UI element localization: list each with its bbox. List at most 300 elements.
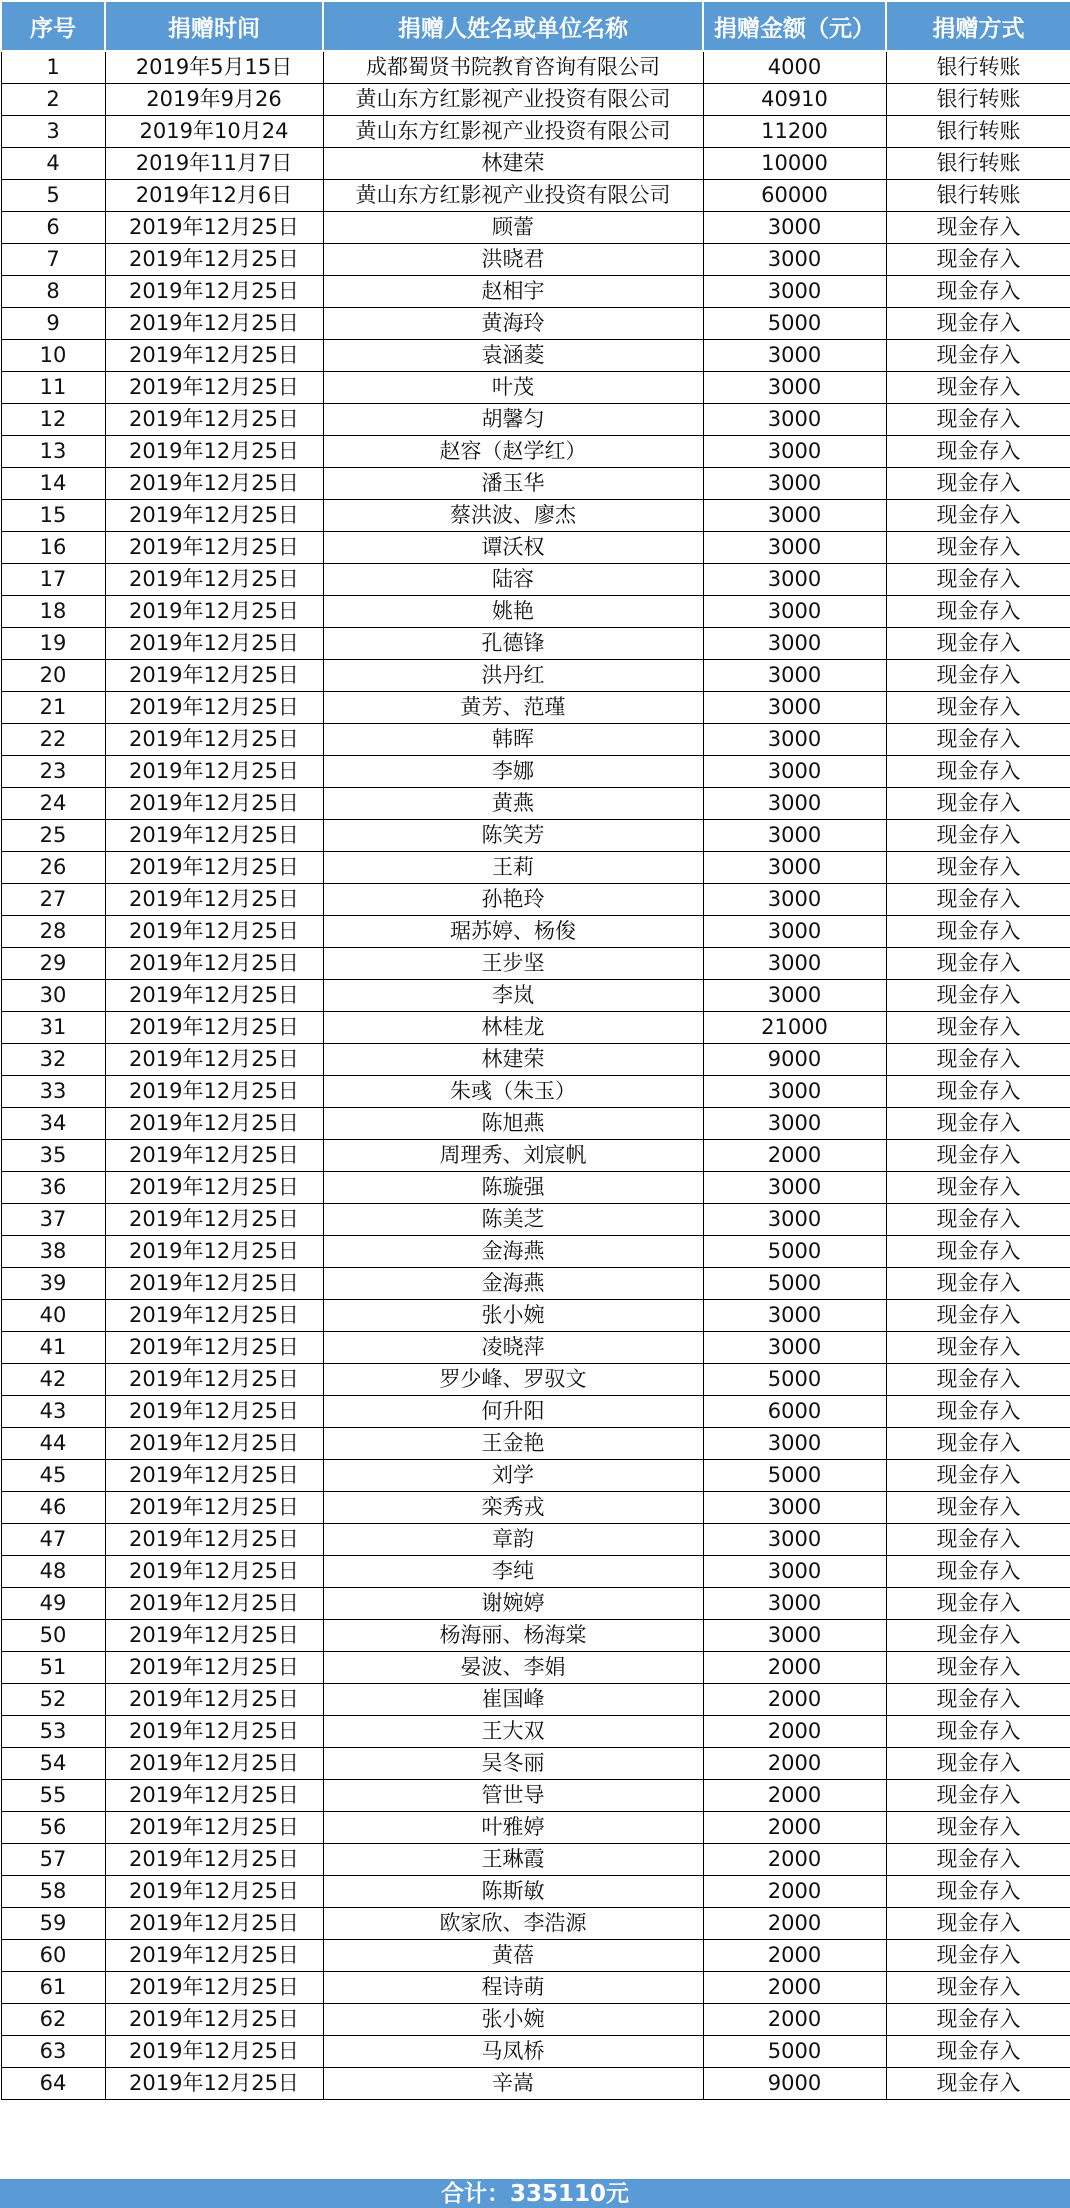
donation-date-cell: 2019年12月25日: [105, 1140, 323, 1172]
table-row: [1, 596, 1070, 628]
table-row: [1, 724, 1070, 756]
serial-number-cell: 3: [1, 116, 105, 148]
serial-number-cell: 18: [1, 596, 105, 628]
donation-method-cell: 现金存入: [886, 1172, 1070, 1204]
donation-method-cell: 现金存入: [886, 788, 1070, 820]
table-row: [1, 2068, 1070, 2100]
donation-method-cell: 现金存入: [886, 1108, 1070, 1140]
donation-amount-cell: 3000: [703, 1300, 886, 1332]
serial-number-cell: 24: [1, 788, 105, 820]
donation-method-cell: 现金存入: [886, 1812, 1070, 1844]
serial-number-cell: 49: [1, 1588, 105, 1620]
donation-date-cell: 2019年12月25日: [105, 1012, 323, 1044]
table-row: [1, 212, 1070, 244]
donation-amount-cell: 3000: [703, 1076, 886, 1108]
donation-date-cell: 2019年12月25日: [105, 1652, 323, 1684]
donation-amount-cell: 3000: [703, 1108, 886, 1140]
serial-number-cell: 19: [1, 628, 105, 660]
table-row: [1, 84, 1070, 116]
total-bar: 合计：335110元: [0, 2177, 1070, 2208]
donation-amount-cell: 5000: [703, 308, 886, 340]
donation-amount-cell: 3000: [703, 244, 886, 276]
donation-date-cell: 2019年12月25日: [105, 2036, 323, 2068]
donation-method-cell: 现金存入: [886, 628, 1070, 660]
donor-name-cell: 黄海玲: [323, 308, 703, 340]
donor-name-cell: 刘学: [323, 1460, 703, 1492]
serial-number-cell: 58: [1, 1876, 105, 1908]
table-row: [1, 2004, 1070, 2036]
donor-name-cell: 胡馨匀: [323, 404, 703, 436]
table-row: [1, 916, 1070, 948]
donation-date-cell: 2019年10月24: [105, 116, 323, 148]
donor-name-cell: 琚苏婷、杨俊: [323, 916, 703, 948]
donor-name-cell: 王琳霞: [323, 1844, 703, 1876]
donation-amount-cell: 9000: [703, 1044, 886, 1076]
donation-amount-cell: 3000: [703, 372, 886, 404]
donation-method-cell: 现金存入: [886, 1428, 1070, 1460]
donor-name-cell: 晏波、李娟: [323, 1652, 703, 1684]
donation-amount-cell: 3000: [703, 1204, 886, 1236]
donation-amount-cell: 2000: [703, 1716, 886, 1748]
donation-method-cell: 现金存入: [886, 756, 1070, 788]
donation-date-cell: 2019年12月25日: [105, 1748, 323, 1780]
donation-method-cell: 现金存入: [886, 820, 1070, 852]
donation-date-cell: 2019年12月25日: [105, 1172, 323, 1204]
serial-number-cell: 2: [1, 84, 105, 116]
serial-number-cell: 39: [1, 1268, 105, 1300]
serial-number-cell: 43: [1, 1396, 105, 1428]
serial-number-cell: 50: [1, 1620, 105, 1652]
serial-number-cell: 46: [1, 1492, 105, 1524]
table-row: [1, 436, 1070, 468]
donor-name-cell: 辛嵩: [323, 2068, 703, 2100]
serial-number-cell: 52: [1, 1684, 105, 1716]
donor-name-cell: 叶茂: [323, 372, 703, 404]
donation-method-cell: 现金存入: [886, 1940, 1070, 1972]
donation-amount-cell: 40910: [703, 84, 886, 116]
donation-date-cell: 2019年12月25日: [105, 1108, 323, 1140]
donor-name-cell: 欧家欣、李浩源: [323, 1908, 703, 1940]
donation-amount-cell: 5000: [703, 1364, 886, 1396]
serial-number-cell: 30: [1, 980, 105, 1012]
donor-name-cell: 黄山东方红影视产业投资有限公司: [323, 116, 703, 148]
serial-number-cell: 4: [1, 148, 105, 180]
table-row: [1, 1556, 1070, 1588]
donation-date-cell: 2019年12月25日: [105, 1876, 323, 1908]
serial-number-cell: 32: [1, 1044, 105, 1076]
serial-number-cell: 1: [1, 51, 105, 84]
donation-amount-cell: 3000: [703, 788, 886, 820]
donation-method-cell: 现金存入: [886, 1620, 1070, 1652]
serial-number-cell: 6: [1, 212, 105, 244]
donation-amount-cell: 3000: [703, 724, 886, 756]
donor-name-cell: 杨海丽、杨海棠: [323, 1620, 703, 1652]
donor-name-cell: 李纯: [323, 1556, 703, 1588]
donation-method-cell: 现金存入: [886, 1396, 1070, 1428]
table-row: [1, 276, 1070, 308]
serial-number-cell: 23: [1, 756, 105, 788]
serial-number-cell: 10: [1, 340, 105, 372]
donation-amount-cell: 3000: [703, 1556, 886, 1588]
donation-amount-cell: 5000: [703, 1460, 886, 1492]
table-row: [1, 980, 1070, 1012]
donation-date-cell: 2019年12月25日: [105, 820, 323, 852]
donation-amount-cell: 3000: [703, 436, 886, 468]
donation-amount-cell: 2000: [703, 1780, 886, 1812]
donation-amount-cell: 5000: [703, 1268, 886, 1300]
donation-method-cell: 现金存入: [886, 1524, 1070, 1556]
donation-method-cell: 现金存入: [886, 436, 1070, 468]
donation-method-cell: 现金存入: [886, 948, 1070, 980]
donation-date-cell: 2019年12月25日: [105, 1332, 323, 1364]
donation-amount-cell: 9000: [703, 2068, 886, 2100]
donation-method-cell: 现金存入: [886, 1876, 1070, 1908]
donor-name-cell: 马凤桥: [323, 2036, 703, 2068]
donation-amount-cell: 3000: [703, 276, 886, 308]
donor-name-cell: 谢婉婷: [323, 1588, 703, 1620]
donor-name-cell: 周理秀、刘宸帆: [323, 1140, 703, 1172]
serial-number-cell: 55: [1, 1780, 105, 1812]
donation-amount-cell: 2000: [703, 1652, 886, 1684]
table-row: [1, 404, 1070, 436]
donation-date-cell: 2019年12月25日: [105, 1716, 323, 1748]
donation-amount-cell: 6000: [703, 1396, 886, 1428]
donation-method-cell: 现金存入: [886, 1012, 1070, 1044]
donation-date-cell: 2019年12月25日: [105, 692, 323, 724]
serial-number-cell: 9: [1, 308, 105, 340]
donation-amount-cell: 3000: [703, 852, 886, 884]
donation-method-cell: 现金存入: [886, 1844, 1070, 1876]
header-row: [1, 1, 1070, 51]
table-row: [1, 1620, 1070, 1652]
donation-date-cell: 2019年12月25日: [105, 372, 323, 404]
donation-method-cell: 现金存入: [886, 1204, 1070, 1236]
donation-date-cell: 2019年12月25日: [105, 1972, 323, 2004]
serial-number-cell: 29: [1, 948, 105, 980]
donor-name-cell: 黄燕: [323, 788, 703, 820]
donation-date-cell: 2019年12月25日: [105, 1684, 323, 1716]
serial-number-cell: 60: [1, 1940, 105, 1972]
donation-amount-cell: 5000: [703, 1236, 886, 1268]
donation-method-cell: 现金存入: [886, 276, 1070, 308]
donation-amount-cell: 2000: [703, 1684, 886, 1716]
donation-method-cell: 现金存入: [886, 2068, 1070, 2100]
donation-date-cell: 2019年12月25日: [105, 436, 323, 468]
donation-method-cell: 现金存入: [886, 1140, 1070, 1172]
donor-name-cell: 陈斯敏: [323, 1876, 703, 1908]
donor-name-cell: 林桂龙: [323, 1012, 703, 1044]
donor-name-cell: 金海燕: [323, 1268, 703, 1300]
table-row: [1, 1876, 1070, 1908]
donation-date-cell: 2019年12月25日: [105, 852, 323, 884]
serial-number-cell: 40: [1, 1300, 105, 1332]
donation-date-cell: 2019年12月25日: [105, 308, 323, 340]
donation-method-cell: 现金存入: [886, 1780, 1070, 1812]
donor-name-cell: 蔡洪波、廖杰: [323, 500, 703, 532]
table-row: [1, 1044, 1070, 1076]
donation-amount-cell: 21000: [703, 1012, 886, 1044]
donor-name-cell: 谭沃权: [323, 532, 703, 564]
donation-date-cell: 2019年12月25日: [105, 1300, 323, 1332]
donor-name-cell: 程诗萌: [323, 1972, 703, 2004]
donor-name-cell: 李岚: [323, 980, 703, 1012]
donation-amount-cell: 2000: [703, 1908, 886, 1940]
serial-number-cell: 63: [1, 2036, 105, 2068]
donation-method-cell: 现金存入: [886, 2004, 1070, 2036]
donation-amount-cell: 2000: [703, 2004, 886, 2036]
donation-date-cell: 2019年12月25日: [105, 1236, 323, 1268]
donation-method-cell: 现金存入: [886, 724, 1070, 756]
serial-number-cell: 37: [1, 1204, 105, 1236]
donation-amount-cell: 3000: [703, 1492, 886, 1524]
serial-number-cell: 25: [1, 820, 105, 852]
donation-method-cell: 现金存入: [886, 980, 1070, 1012]
serial-number-cell: 53: [1, 1716, 105, 1748]
header-donor-name: 捐赠人姓名或单位名称: [323, 1, 703, 51]
donation-method-cell: 现金存入: [886, 404, 1070, 436]
donation-amount-cell: 3000: [703, 884, 886, 916]
donation-method-cell: 现金存入: [886, 1300, 1070, 1332]
donation-method-cell: 银行转账: [886, 84, 1070, 116]
serial-number-cell: 14: [1, 468, 105, 500]
donation-date-cell: 2019年11月7日: [105, 148, 323, 180]
serial-number-cell: 17: [1, 564, 105, 596]
table-row: [1, 340, 1070, 372]
donation-date-cell: 2019年12月25日: [105, 948, 323, 980]
donation-date-cell: 2019年12月25日: [105, 1844, 323, 1876]
serial-number-cell: 64: [1, 2068, 105, 2100]
donation-amount-cell: 2000: [703, 1940, 886, 1972]
donation-amount-cell: 3000: [703, 404, 886, 436]
donation-amount-cell: 2000: [703, 1140, 886, 1172]
donation-method-cell: 现金存入: [886, 916, 1070, 948]
donor-name-cell: 崔国峰: [323, 1684, 703, 1716]
donation-date-cell: 2019年12月25日: [105, 1396, 323, 1428]
donation-amount-cell: 2000: [703, 1812, 886, 1844]
donation-date-cell: 2019年12月6日: [105, 180, 323, 212]
donation-amount-cell: 3000: [703, 1524, 886, 1556]
donation-date-cell: 2019年12月25日: [105, 532, 323, 564]
donation-method-cell: 现金存入: [886, 1748, 1070, 1780]
donation-method-cell: 现金存入: [886, 1652, 1070, 1684]
donation-date-cell: 2019年12月25日: [105, 276, 323, 308]
header-serial-number: 序号: [1, 1, 105, 51]
table-row: [1, 1844, 1070, 1876]
table-row: [1, 1684, 1070, 1716]
donation-method-cell: 银行转账: [886, 180, 1070, 212]
donation-date-cell: 2019年12月25日: [105, 1620, 323, 1652]
serial-number-cell: 45: [1, 1460, 105, 1492]
donation-method-cell: 现金存入: [886, 1268, 1070, 1300]
table-row: [1, 1076, 1070, 1108]
donation-date-cell: 2019年12月25日: [105, 468, 323, 500]
donation-amount-cell: 3000: [703, 500, 886, 532]
table-row: [1, 1268, 1070, 1300]
serial-number-cell: 57: [1, 1844, 105, 1876]
donation-date-cell: 2019年12月25日: [105, 1460, 323, 1492]
donor-name-cell: 栾秀戎: [323, 1492, 703, 1524]
table-row: [1, 51, 1070, 84]
serial-number-cell: 26: [1, 852, 105, 884]
donation-method-cell: 现金存入: [886, 1492, 1070, 1524]
serial-number-cell: 38: [1, 1236, 105, 1268]
serial-number-cell: 48: [1, 1556, 105, 1588]
donor-name-cell: 陈笑芳: [323, 820, 703, 852]
donation-method-cell: 现金存入: [886, 884, 1070, 916]
donation-method-cell: 现金存入: [886, 1332, 1070, 1364]
donation-amount-cell: 3000: [703, 596, 886, 628]
table-row: [1, 1940, 1070, 1972]
donation-date-cell: 2019年5月15日: [105, 51, 323, 84]
donor-name-cell: 孔德锋: [323, 628, 703, 660]
donor-name-cell: 洪丹红: [323, 660, 703, 692]
serial-number-cell: 56: [1, 1812, 105, 1844]
table-row: [1, 244, 1070, 276]
donation-date-cell: 2019年12月25日: [105, 2068, 323, 2100]
serial-number-cell: 31: [1, 1012, 105, 1044]
serial-number-cell: 59: [1, 1908, 105, 1940]
donation-date-cell: 2019年12月25日: [105, 564, 323, 596]
donation-amount-cell: 2000: [703, 1972, 886, 2004]
table-row: [1, 468, 1070, 500]
donation-amount-cell: 3000: [703, 1620, 886, 1652]
donation-date-cell: 2019年12月25日: [105, 628, 323, 660]
donation-amount-cell: 5000: [703, 2036, 886, 2068]
donation-method-cell: 现金存入: [886, 692, 1070, 724]
donation-method-cell: 现金存入: [886, 500, 1070, 532]
donor-name-cell: 凌晓萍: [323, 1332, 703, 1364]
donation-amount-cell: 3000: [703, 692, 886, 724]
donation-amount-cell: 3000: [703, 564, 886, 596]
table-row: [1, 884, 1070, 916]
table-row: [1, 1364, 1070, 1396]
serial-number-cell: 15: [1, 500, 105, 532]
donor-name-cell: 张小婉: [323, 2004, 703, 2036]
donation-method-cell: 现金存入: [886, 372, 1070, 404]
table-row: [1, 628, 1070, 660]
donor-name-cell: 陈美芝: [323, 1204, 703, 1236]
donor-name-cell: 朱彧（朱玉）: [323, 1076, 703, 1108]
donation-date-cell: 2019年9月26: [105, 84, 323, 116]
donation-amount-cell: 3000: [703, 1428, 886, 1460]
serial-number-cell: 62: [1, 2004, 105, 2036]
donor-name-cell: 顾蕾: [323, 212, 703, 244]
donation-date-cell: 2019年12月25日: [105, 1204, 323, 1236]
table-row: [1, 1428, 1070, 1460]
table-row: [1, 1236, 1070, 1268]
donor-name-cell: 黄蓓: [323, 1940, 703, 1972]
donation-amount-cell: 2000: [703, 1748, 886, 1780]
donor-name-cell: 陈璇强: [323, 1172, 703, 1204]
serial-number-cell: 44: [1, 1428, 105, 1460]
header-donation-method: 捐赠方式: [886, 1, 1070, 51]
donation-method-cell: 现金存入: [886, 1716, 1070, 1748]
donation-date-cell: 2019年12月25日: [105, 660, 323, 692]
table-row: [1, 948, 1070, 980]
donor-name-cell: 成都蜀贤书院教育咨询有限公司: [323, 51, 703, 84]
donation-method-cell: 银行转账: [886, 148, 1070, 180]
donation-date-cell: 2019年12月25日: [105, 788, 323, 820]
donor-name-cell: 韩晖: [323, 724, 703, 756]
table-row: [1, 1748, 1070, 1780]
donation-amount-cell: 2000: [703, 1876, 886, 1908]
serial-number-cell: 33: [1, 1076, 105, 1108]
donor-name-cell: 赵相宇: [323, 276, 703, 308]
donation-method-cell: 银行转账: [886, 51, 1070, 84]
donation-date-cell: 2019年12月25日: [105, 500, 323, 532]
donation-date-cell: 2019年12月25日: [105, 980, 323, 1012]
donor-name-cell: 管世导: [323, 1780, 703, 1812]
serial-number-cell: 41: [1, 1332, 105, 1364]
serial-number-cell: 54: [1, 1748, 105, 1780]
donation-amount-cell: 3000: [703, 756, 886, 788]
donation-method-cell: 现金存入: [886, 852, 1070, 884]
donation-amount-cell: 3000: [703, 340, 886, 372]
table-row: [1, 308, 1070, 340]
donation-method-cell: 现金存入: [886, 1556, 1070, 1588]
table-row: [1, 1012, 1070, 1044]
donation-date-cell: 2019年12月25日: [105, 1268, 323, 1300]
donation-method-cell: 现金存入: [886, 1364, 1070, 1396]
table-row: [1, 692, 1070, 724]
donation-method-cell: 现金存入: [886, 1460, 1070, 1492]
donation-date-cell: 2019年12月25日: [105, 1908, 323, 1940]
table-row: [1, 820, 1070, 852]
table-row: [1, 2036, 1070, 2068]
donor-name-cell: 金海燕: [323, 1236, 703, 1268]
donation-method-cell: 现金存入: [886, 1076, 1070, 1108]
donor-name-cell: 孙艳玲: [323, 884, 703, 916]
donor-name-cell: 何升阳: [323, 1396, 703, 1428]
donor-name-cell: 黄山东方红影视产业投资有限公司: [323, 84, 703, 116]
serial-number-cell: 8: [1, 276, 105, 308]
table-row: [1, 1908, 1070, 1940]
donation-method-cell: 现金存入: [886, 660, 1070, 692]
donation-amount-cell: 3000: [703, 660, 886, 692]
donor-name-cell: 林建荣: [323, 1044, 703, 1076]
donation-method-cell: 现金存入: [886, 1588, 1070, 1620]
donor-name-cell: 王大双: [323, 1716, 703, 1748]
serial-number-cell: 11: [1, 372, 105, 404]
donation-method-cell: 现金存入: [886, 1684, 1070, 1716]
serial-number-cell: 20: [1, 660, 105, 692]
donation-date-cell: 2019年12月25日: [105, 1588, 323, 1620]
header-donation-date: 捐赠时间: [105, 1, 323, 51]
serial-number-cell: 12: [1, 404, 105, 436]
donor-name-cell: 王莉: [323, 852, 703, 884]
donation-date-cell: 2019年12月25日: [105, 212, 323, 244]
donation-date-cell: 2019年12月25日: [105, 340, 323, 372]
donor-name-cell: 罗少峰、罗驭文: [323, 1364, 703, 1396]
table-row: [1, 756, 1070, 788]
donation-amount-cell: 3000: [703, 532, 886, 564]
donation-date-cell: 2019年12月25日: [105, 1044, 323, 1076]
serial-number-cell: 27: [1, 884, 105, 916]
donor-name-cell: 黄芳、范瑾: [323, 692, 703, 724]
table-row: [1, 1108, 1070, 1140]
donation-amount-cell: 3000: [703, 980, 886, 1012]
donation-date-cell: 2019年12月25日: [105, 244, 323, 276]
donation-method-cell: 现金存入: [886, 468, 1070, 500]
table-row: [1, 1332, 1070, 1364]
donor-name-cell: 黄山东方红影视产业投资有限公司: [323, 180, 703, 212]
donation-date-cell: 2019年12月25日: [105, 1524, 323, 1556]
serial-number-cell: 61: [1, 1972, 105, 2004]
donation-date-cell: 2019年12月25日: [105, 2004, 323, 2036]
donation-method-cell: 现金存入: [886, 564, 1070, 596]
table-row: [1, 1300, 1070, 1332]
table-row: [1, 1172, 1070, 1204]
